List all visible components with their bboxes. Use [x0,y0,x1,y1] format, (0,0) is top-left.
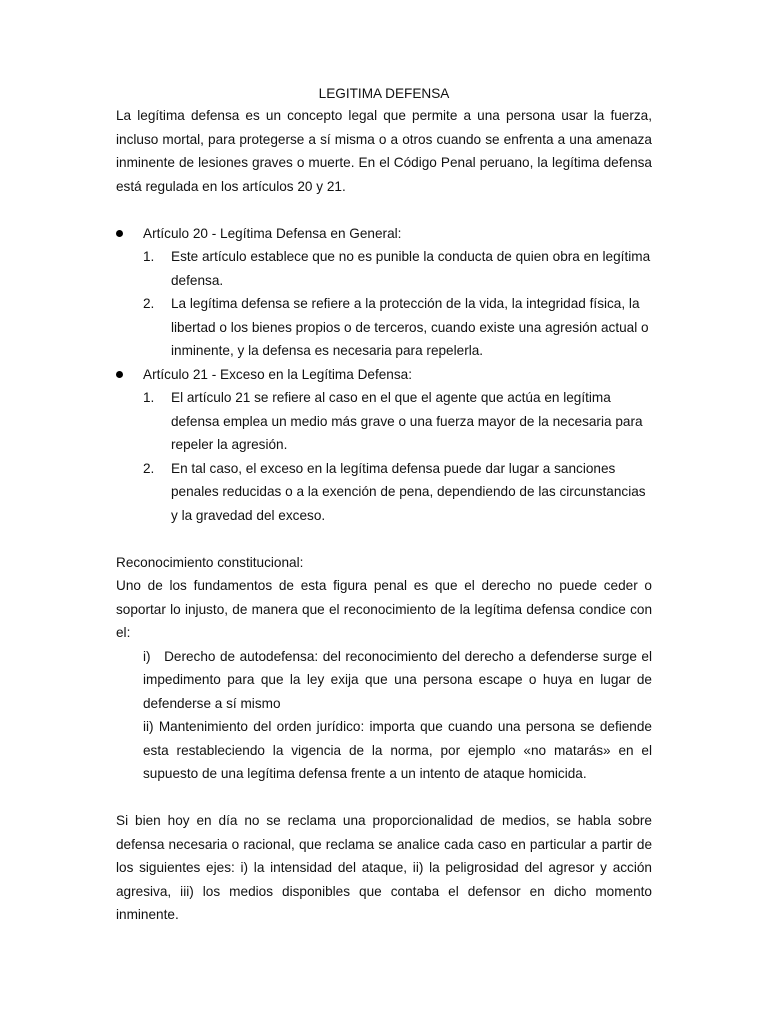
spacer [116,198,652,222]
list-number: 1. [143,390,155,405]
spacer [116,527,652,551]
list-item [116,245,652,292]
article-20-section [116,222,652,363]
list-number: 2. [143,296,155,311]
document-title: LEGITIMA DEFENSA [318,86,450,101]
list-item [116,457,652,528]
intro-paragraph: La legítima defensa es un concepto legal que permite a una persona usar la fuerza, incluso mortal, para protegerse a sí misma o a otros cuando se enfrenta a una amenaza inminente de lesiones graves o muerte. En el Código Penal peruano, la legítima defensa está regulada en los artículos 20 y 21. [116,108,652,194]
list-item-text: El artículo 21 se refiere al caso en el que el agente que actúa en legítima defensa emplea un medio más grave o una fuerza mayor de la necesaria para repeler la agresión. [171,390,643,452]
list-item [116,386,652,457]
constitutional-heading: Reconocimiento constitucional: [116,554,304,570]
list-number: 1. [143,249,155,264]
article-heading-text: Artículo 21 - Exceso en la Legítima Defensa: [143,366,412,382]
article-heading-text: Artículo 20 - Legítima Defensa en General: [143,225,402,241]
list-item-text: En tal caso, el exceso en la legítima defensa puede dar lugar a sanciones penales reducidas o a la exención de pena, dependiendo de las circunstancias y la gravedad del exceso. [171,460,646,523]
bullet-icon [116,371,123,378]
closing-paragraph: Si bien hoy en día no se reclama una proporcionalidad de medios, se habla sobre defensa necesaria o racional, que reclama se analice cada caso en particular a partir de los siguientes ejes: i) la intensidad del ataque, ii) la peligrosidad del agresor y acción agresiva, iii) los medios disponibles que contaba el defensor en dicho momento inminente. [116,813,652,922]
spacer [116,786,652,810]
constitutional-intro: Uno de los fundamentos de esta figura penal es que el derecho no puede ceder o soportar lo injusto, de manera que el reconocimiento de la legítima defensa condice con el: [116,578,652,640]
document-body [116,84,652,927]
list-number: 2. [143,460,155,476]
article-20-heading [116,222,652,246]
list-item [116,292,652,363]
list-item-text: Este artículo establece que no es punible la conducta de quien obra en legítima defensa. [171,249,651,288]
constitutional-item: ii) Mantenimiento del orden jurídico: importa que cuando una persona se defiende esta restableciendo la vigencia de la norma, por ejemplo «no matarás» en el supuesto de una legítima defensa frente a un intento de ataque homicida. [143,719,652,781]
article-21-section [116,363,652,528]
bullet-icon [116,230,123,237]
article-21-heading [116,363,652,387]
list-item-text: La legítima defensa se refiere a la protección de la vida, la integridad física, la libertad o los bienes propios o de terceros, cuando existe una agresión actual o inminente, y la defensa es necesaria para repelerla. [171,296,649,358]
constitutional-item: i) Derecho de autodefensa: del reconocimiento del derecho a defenderse surge el impedimento para que la ley exija que una persona escape o huya en lugar de defenderse a sí mismo [143,648,652,711]
